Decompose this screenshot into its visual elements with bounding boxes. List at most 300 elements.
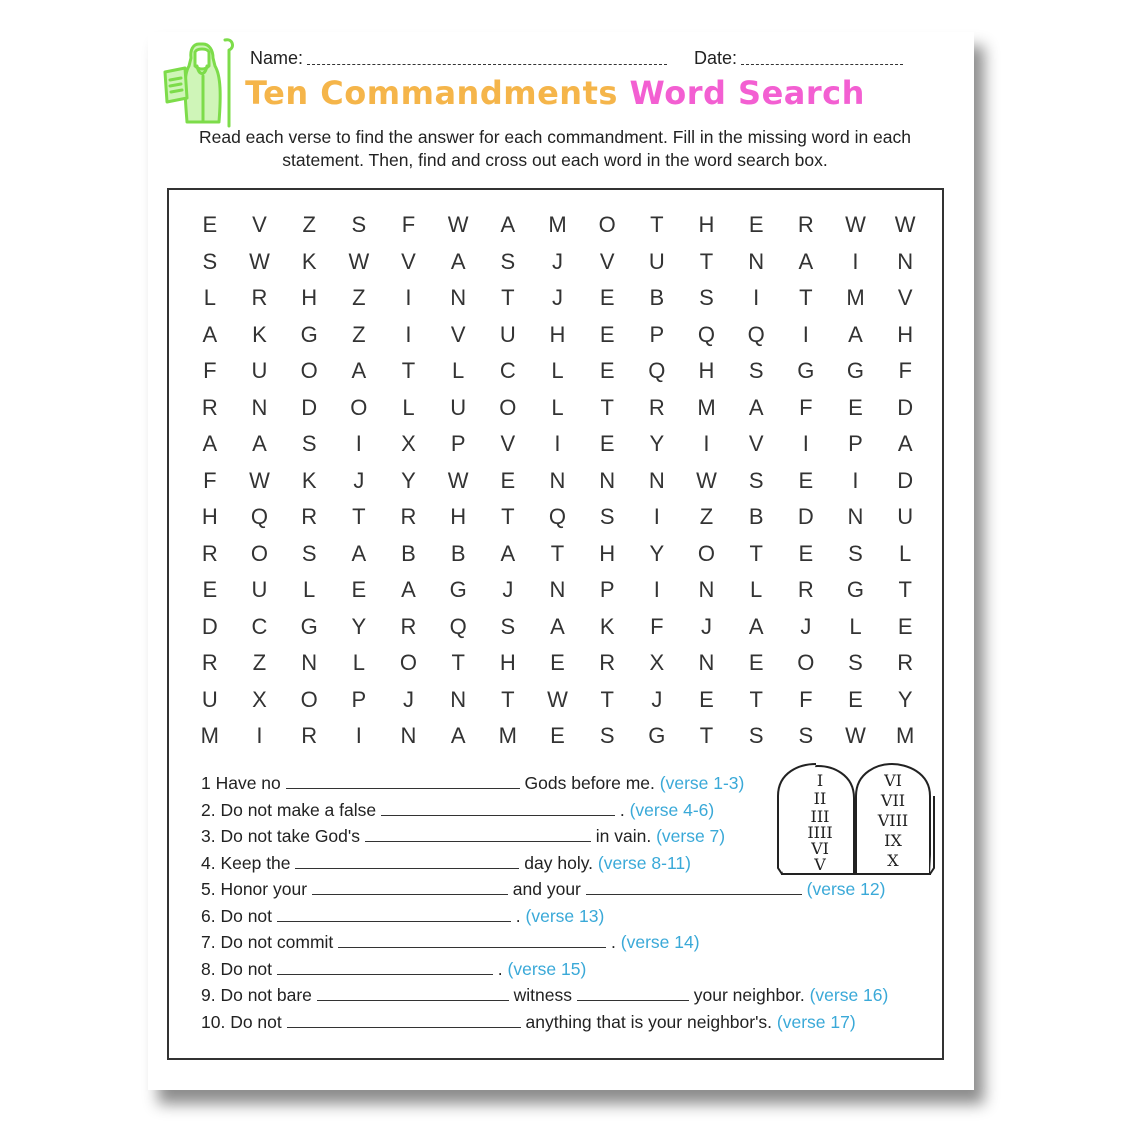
grid-letter[interactable]: R bbox=[201, 540, 218, 566]
answer-blank[interactable] bbox=[312, 878, 508, 895]
grid-letter[interactable]: G bbox=[846, 358, 865, 384]
statement-text: witness bbox=[513, 985, 573, 1005]
grid-letter[interactable]: N bbox=[599, 467, 616, 493]
grid-letter[interactable]: T bbox=[600, 394, 614, 420]
statement-text: . bbox=[497, 958, 503, 979]
grid-letter[interactable]: V bbox=[599, 248, 615, 274]
grid-letter[interactable]: P bbox=[599, 577, 615, 603]
statement-8 bbox=[201, 958, 586, 980]
grid-letter[interactable]: V bbox=[252, 212, 267, 237]
grid-letter[interactable]: W bbox=[894, 212, 916, 237]
grid-letter[interactable]: A bbox=[500, 540, 516, 566]
grid-letter[interactable]: E bbox=[699, 686, 714, 712]
grid-letter[interactable]: H bbox=[201, 504, 218, 530]
statement-7 bbox=[201, 931, 700, 953]
grid-letter[interactable]: I bbox=[852, 248, 859, 274]
statement-1 bbox=[201, 772, 744, 794]
grid-letter[interactable]: I bbox=[554, 431, 561, 457]
grid-letter[interactable]: S bbox=[848, 540, 863, 566]
tablet-left-numeral: I bbox=[816, 771, 824, 790]
statement-text: 2. Do not make a false bbox=[201, 799, 377, 820]
grid-letter[interactable]: G bbox=[300, 613, 318, 639]
grid-letter[interactable]: T bbox=[550, 540, 565, 566]
grid-letter[interactable]: T bbox=[799, 285, 813, 311]
grid-letter[interactable]: I bbox=[753, 285, 760, 311]
answer-blank[interactable] bbox=[577, 984, 689, 1001]
grid-letter[interactable]: H bbox=[549, 321, 566, 347]
grid-letter[interactable]: J bbox=[353, 467, 365, 493]
grid-letter[interactable]: F bbox=[898, 358, 912, 384]
grid-letter[interactable]: I bbox=[802, 321, 809, 347]
grid-letter[interactable]: Y bbox=[649, 540, 665, 566]
grid-letter[interactable]: U bbox=[201, 686, 218, 712]
grid-letter[interactable]: J bbox=[502, 577, 514, 603]
tablet-left-numeral: V bbox=[814, 855, 826, 874]
grid-letter[interactable]: D bbox=[301, 394, 318, 420]
grid-letter[interactable]: T bbox=[898, 577, 912, 603]
grid-letter[interactable]: L bbox=[402, 394, 415, 420]
grid-letter[interactable]: O bbox=[300, 358, 318, 384]
title-part-2: Word Search bbox=[629, 74, 865, 112]
grid-letter[interactable]: C bbox=[251, 613, 268, 639]
grid-letter[interactable]: A bbox=[450, 248, 466, 274]
grid-letter[interactable]: T bbox=[501, 285, 515, 311]
statement-text: your neighbor. bbox=[693, 985, 805, 1005]
grid-letter[interactable]: N bbox=[251, 394, 268, 420]
grid-letter[interactable]: J bbox=[800, 613, 812, 639]
statement-text: 5. Honor your bbox=[201, 879, 308, 899]
grid-letter[interactable]: O bbox=[350, 394, 368, 420]
grid-letter[interactable]: F bbox=[203, 467, 217, 493]
grid-letter[interactable]: U bbox=[450, 394, 467, 420]
grid-letter[interactable]: L bbox=[899, 540, 912, 566]
verse-reference: (verse 13) bbox=[525, 905, 605, 926]
grid-letter[interactable]: A bbox=[202, 321, 218, 347]
grid-letter[interactable]: N bbox=[698, 577, 715, 603]
grid-letter[interactable]: Y bbox=[351, 613, 367, 639]
grid-letter[interactable]: V bbox=[897, 285, 913, 311]
grid-letter[interactable]: H bbox=[897, 321, 914, 347]
grid-letter[interactable]: A bbox=[202, 431, 218, 457]
grid-letter[interactable]: T bbox=[401, 358, 416, 384]
statement-5 bbox=[201, 878, 885, 900]
statement-text: . bbox=[515, 905, 521, 926]
grid-letter[interactable]: U bbox=[897, 504, 914, 530]
grid-letter[interactable]: L bbox=[352, 650, 365, 676]
date-label: Date: bbox=[694, 48, 738, 68]
grid-letter[interactable]: S bbox=[599, 504, 615, 530]
grid-letter[interactable]: R bbox=[301, 504, 318, 530]
statement-text: 6. Do not bbox=[201, 905, 273, 926]
grid-letter[interactable]: V bbox=[500, 431, 516, 457]
verse-reference: (verse 14) bbox=[620, 932, 700, 952]
statement-2 bbox=[201, 799, 714, 821]
grid-letter[interactable]: A bbox=[748, 613, 764, 639]
grid-letter[interactable]: U bbox=[499, 321, 516, 347]
answer-blank[interactable] bbox=[381, 799, 615, 816]
grid-letter[interactable]: I bbox=[405, 285, 412, 311]
grid-letter[interactable]: S bbox=[351, 212, 367, 237]
grid-letter[interactable]: T bbox=[699, 248, 714, 274]
grid-letter[interactable]: R bbox=[400, 504, 417, 530]
grid-letter[interactable]: S bbox=[301, 431, 317, 457]
grid-letter[interactable]: A bbox=[401, 577, 416, 603]
grid-letter[interactable]: A bbox=[252, 431, 267, 457]
grid-letter[interactable]: L bbox=[551, 394, 564, 420]
grid-letter[interactable]: B bbox=[748, 504, 764, 530]
grid-letter[interactable]: B bbox=[450, 540, 466, 566]
answer-blank[interactable] bbox=[277, 905, 511, 922]
grid-letter[interactable]: Y bbox=[401, 467, 416, 493]
grid-letter[interactable]: A bbox=[798, 248, 814, 274]
grid-letter[interactable]: H bbox=[698, 358, 715, 384]
grid-letter[interactable]: P bbox=[848, 431, 863, 457]
grid-letter[interactable]: T bbox=[749, 686, 763, 712]
statement-text: 9. Do not bare bbox=[201, 985, 312, 1005]
stone-tablets-icon bbox=[776, 762, 936, 877]
grid-letter[interactable]: J bbox=[651, 686, 663, 712]
grid-letter[interactable]: A bbox=[351, 358, 367, 384]
statement-6 bbox=[201, 905, 604, 927]
statement-text: and your bbox=[512, 879, 581, 899]
grid-letter[interactable]: C bbox=[499, 358, 516, 384]
grid-letter[interactable]: A bbox=[351, 540, 367, 566]
tablet-left-numeral: II bbox=[813, 789, 827, 808]
grid-letter[interactable]: E bbox=[748, 650, 764, 676]
grid-letter[interactable]: Z bbox=[352, 321, 366, 347]
grid-letter[interactable]: X bbox=[401, 431, 416, 457]
grid-letter[interactable]: S bbox=[301, 540, 317, 566]
word-search-grid[interactable] bbox=[185, 207, 930, 755]
grid-letter[interactable]: A bbox=[748, 394, 764, 420]
grid-letter[interactable]: N bbox=[549, 467, 566, 493]
grid-letter[interactable]: J bbox=[402, 686, 414, 712]
grid-letter[interactable]: A bbox=[450, 723, 466, 749]
verse-reference: (verse 15) bbox=[507, 958, 587, 979]
grid-letter[interactable]: L bbox=[303, 577, 316, 603]
grid-letter[interactable]: M bbox=[548, 212, 567, 237]
tablet-right-numeral: IX bbox=[884, 831, 902, 850]
grid-letter[interactable]: S bbox=[748, 358, 764, 384]
grid-letter[interactable]: Q bbox=[548, 504, 567, 530]
statement-text: . bbox=[619, 799, 625, 820]
grid-letter[interactable]: A bbox=[897, 431, 913, 457]
name-field[interactable] bbox=[250, 48, 667, 69]
grid-letter[interactable]: T bbox=[749, 540, 763, 566]
grid-letter[interactable]: O bbox=[598, 212, 616, 237]
grid-letter[interactable]: O bbox=[250, 540, 269, 566]
grid-letter[interactable]: N bbox=[301, 650, 318, 676]
grid-letter[interactable]: I bbox=[355, 723, 362, 749]
answer-blank[interactable] bbox=[286, 772, 520, 789]
grid-letter[interactable]: S bbox=[798, 723, 814, 749]
tablet-right-numeral: VI bbox=[884, 771, 902, 790]
grid-letter[interactable]: S bbox=[748, 467, 764, 493]
verse-reference: (verse 8-11) bbox=[597, 852, 691, 873]
grid-letter[interactable]: O bbox=[697, 540, 716, 566]
grid-letter[interactable]: I bbox=[852, 467, 859, 493]
tablet-left-numeral: IIII bbox=[807, 823, 833, 842]
grid-letter[interactable]: R bbox=[797, 212, 814, 237]
grid-letter[interactable]: E bbox=[599, 285, 615, 311]
grid-letter[interactable]: F bbox=[203, 358, 217, 384]
grid-letter[interactable]: K bbox=[252, 321, 267, 347]
grid-letter[interactable]: I bbox=[703, 431, 710, 457]
grid-letter[interactable]: M bbox=[200, 723, 219, 749]
grid-letter[interactable]: E bbox=[202, 212, 218, 237]
grid-letter[interactable]: U bbox=[251, 577, 268, 603]
grid-letter[interactable]: N bbox=[847, 504, 864, 530]
tablet-left-numeral: VI bbox=[811, 839, 829, 858]
grid-letter[interactable]: J bbox=[551, 248, 563, 274]
grid-letter[interactable]: I bbox=[802, 431, 809, 457]
grid-letter[interactable]: Z bbox=[302, 212, 316, 237]
grid-letter[interactable]: E bbox=[599, 431, 615, 457]
grid-letter[interactable]: T bbox=[352, 504, 366, 530]
grid-letter[interactable]: O bbox=[300, 686, 318, 712]
grid-letter[interactable]: W bbox=[845, 723, 866, 749]
grid-letter[interactable]: W bbox=[845, 212, 866, 237]
grid-letter[interactable]: L bbox=[551, 358, 564, 384]
grid-letter[interactable]: E bbox=[748, 212, 764, 237]
grid-letter[interactable]: N bbox=[748, 248, 765, 274]
verse-reference: (verse 7) bbox=[656, 826, 726, 846]
grid-letter[interactable]: I bbox=[405, 321, 412, 347]
grid-letter[interactable]: Z bbox=[352, 285, 366, 311]
answer-blank[interactable] bbox=[586, 878, 802, 895]
grid-letter[interactable]: R bbox=[797, 577, 814, 603]
grid-letter[interactable]: U bbox=[648, 248, 665, 274]
grid-letter[interactable]: Q bbox=[747, 321, 765, 347]
grid-letter[interactable]: S bbox=[748, 723, 764, 749]
tablet-right-numeral: X bbox=[887, 851, 899, 870]
grid-letter[interactable]: H bbox=[301, 285, 318, 311]
grid-letter[interactable]: B bbox=[401, 540, 416, 566]
grid-letter[interactable]: O bbox=[797, 650, 815, 676]
grid-letter[interactable]: A bbox=[550, 613, 565, 639]
grid-letter[interactable]: W bbox=[249, 248, 270, 274]
grid-letter[interactable]: A bbox=[500, 212, 516, 237]
grid-letter[interactable]: W bbox=[547, 686, 568, 712]
grid-letter[interactable]: M bbox=[896, 723, 915, 749]
grid-letter[interactable]: Q bbox=[697, 321, 716, 347]
grid-letter[interactable]: G bbox=[449, 577, 467, 603]
grid-letter[interactable]: P bbox=[649, 321, 665, 347]
grid-letter[interactable]: M bbox=[846, 285, 865, 311]
statement-4 bbox=[201, 852, 691, 874]
statement-text: day holy. bbox=[524, 852, 594, 873]
grid-letter[interactable]: Y bbox=[897, 686, 913, 712]
statement-text: 7. Do not commit bbox=[201, 932, 334, 952]
grid-letter[interactable]: R bbox=[201, 650, 218, 676]
grid-letter[interactable]: K bbox=[599, 613, 615, 639]
grid-letter[interactable]: E bbox=[550, 723, 565, 749]
grid-letter[interactable]: W bbox=[447, 467, 469, 493]
grid-letter[interactable]: K bbox=[301, 467, 317, 493]
grid-letter[interactable]: E bbox=[798, 467, 814, 493]
grid-letter[interactable]: E bbox=[202, 577, 218, 603]
grid-letter[interactable]: V bbox=[401, 248, 416, 274]
grid-letter[interactable]: R bbox=[251, 285, 268, 311]
grid-letter[interactable]: W bbox=[447, 212, 469, 237]
grid-letter[interactable]: I bbox=[256, 723, 263, 749]
grid-letter[interactable]: G bbox=[300, 321, 318, 347]
grid-letter[interactable]: S bbox=[599, 723, 615, 749]
grid-letter[interactable]: S bbox=[202, 248, 218, 274]
grid-letter[interactable]: I bbox=[653, 504, 660, 530]
grid-letter[interactable]: D bbox=[897, 394, 914, 420]
statement-text: . bbox=[611, 932, 616, 952]
grid-letter[interactable]: W bbox=[249, 467, 270, 493]
grid-letter[interactable]: O bbox=[399, 650, 418, 676]
grid-letter[interactable]: D bbox=[897, 467, 914, 493]
grid-letter[interactable]: M bbox=[697, 394, 716, 420]
answer-blank[interactable] bbox=[338, 931, 606, 948]
grid-letter[interactable]: Q bbox=[250, 504, 269, 530]
grid-letter[interactable]: Z bbox=[252, 650, 267, 676]
grid-letter[interactable]: N bbox=[450, 285, 467, 311]
grid-letter[interactable]: I bbox=[653, 577, 660, 603]
grid-letter[interactable]: P bbox=[450, 431, 466, 457]
verse-reference: (verse 4-6) bbox=[629, 799, 715, 820]
name-label: Name: bbox=[250, 48, 304, 68]
grid-letter[interactable]: E bbox=[798, 540, 814, 566]
verse-reference: (verse 17) bbox=[776, 1011, 856, 1032]
page-title bbox=[0, 74, 1110, 112]
statement-3 bbox=[201, 825, 725, 847]
grid-letter[interactable]: Y bbox=[649, 431, 665, 457]
grid-letter[interactable]: R bbox=[648, 394, 665, 420]
answer-blank[interactable] bbox=[365, 825, 591, 842]
instructions-text: Read each verse to find the answer for each commandment. Fill in the missing word in each statement. Then, find and cross out each word in the word search box. bbox=[198, 127, 911, 170]
grid-letter[interactable]: V bbox=[748, 431, 764, 457]
grid-letter[interactable]: E bbox=[351, 577, 367, 603]
date-line[interactable] bbox=[741, 64, 903, 65]
name-line[interactable] bbox=[307, 64, 667, 65]
statement-text: 4. Keep the bbox=[201, 852, 291, 873]
grid-letter[interactable]: U bbox=[251, 358, 268, 384]
tablet-left-numeral: III bbox=[810, 807, 830, 826]
statement-text: 1 Have no bbox=[201, 773, 281, 793]
date-field[interactable] bbox=[694, 48, 903, 69]
grid-letter[interactable]: D bbox=[201, 613, 218, 639]
grid-letter[interactable]: H bbox=[698, 212, 715, 237]
grid-letter[interactable]: X bbox=[252, 686, 267, 712]
grid-letter[interactable]: E bbox=[550, 650, 565, 676]
grid-letter[interactable]: P bbox=[351, 686, 367, 712]
answer-blank[interactable] bbox=[287, 1011, 521, 1028]
grid-letter[interactable]: G bbox=[797, 358, 815, 384]
grid-letter[interactable]: W bbox=[696, 467, 717, 493]
grid-letter[interactable]: W bbox=[348, 248, 370, 274]
grid-letter[interactable]: L bbox=[452, 358, 465, 384]
grid-letter[interactable]: T bbox=[451, 650, 465, 676]
grid-letter[interactable]: F bbox=[650, 613, 664, 639]
grid-letter[interactable]: J bbox=[551, 285, 563, 311]
grid-letter[interactable]: H bbox=[450, 504, 467, 530]
grid-letter[interactable]: Q bbox=[648, 358, 666, 384]
grid-letter[interactable]: H bbox=[499, 650, 516, 676]
grid-letter[interactable]: E bbox=[848, 686, 863, 712]
grid-letter[interactable]: S bbox=[500, 248, 516, 274]
grid-letter[interactable]: M bbox=[498, 723, 517, 749]
grid-letter[interactable]: E bbox=[599, 358, 615, 384]
tablet-right-numeral: VIII bbox=[877, 811, 909, 830]
grid-letter[interactable]: B bbox=[649, 285, 665, 311]
grid-letter[interactable]: E bbox=[500, 467, 516, 493]
grid-letter[interactable]: A bbox=[848, 321, 863, 347]
grid-letter[interactable]: S bbox=[500, 613, 516, 639]
grid-letter[interactable]: O bbox=[499, 394, 517, 420]
grid-letter[interactable]: F bbox=[799, 686, 813, 712]
grid-letter[interactable]: L bbox=[849, 613, 862, 639]
verse-reference: (verse 16) bbox=[809, 985, 889, 1005]
grid-letter[interactable]: N bbox=[450, 686, 467, 712]
grid-letter[interactable]: T bbox=[600, 686, 614, 712]
grid-letter[interactable]: R bbox=[897, 650, 914, 676]
statement-text: 10. Do not bbox=[201, 1011, 282, 1032]
tablet-right-numeral: VII bbox=[880, 791, 906, 810]
grid-letter[interactable]: R bbox=[599, 650, 616, 676]
grid-letter[interactable]: R bbox=[201, 394, 218, 420]
grid-letter[interactable]: L bbox=[750, 577, 763, 603]
grid-letter[interactable]: X bbox=[649, 650, 665, 676]
statement-9 bbox=[201, 984, 888, 1006]
grid-letter[interactable]: H bbox=[599, 540, 616, 566]
statement-text: 3. Do not take God's bbox=[201, 826, 360, 846]
grid-letter[interactable]: Q bbox=[449, 613, 467, 639]
statement-text: 8. Do not bbox=[201, 958, 273, 979]
grid-letter[interactable]: E bbox=[897, 613, 913, 639]
grid-letter[interactable]: S bbox=[848, 650, 863, 676]
grid-letter[interactable]: E bbox=[848, 394, 863, 420]
grid-letter[interactable]: N bbox=[648, 467, 665, 493]
grid-letter[interactable]: Z bbox=[699, 504, 714, 530]
grid-letter[interactable]: R bbox=[301, 723, 318, 749]
grid-letter[interactable]: L bbox=[203, 285, 216, 311]
grid-letter[interactable]: D bbox=[797, 504, 814, 530]
verse-reference: (verse 12) bbox=[806, 879, 886, 899]
grid-letter[interactable]: T bbox=[501, 686, 515, 712]
grid-letter[interactable]: I bbox=[355, 431, 362, 457]
grid-letter[interactable]: K bbox=[301, 248, 317, 274]
grid-letter[interactable]: T bbox=[699, 723, 714, 749]
grid-letter[interactable]: R bbox=[400, 613, 417, 639]
grid-letter[interactable]: N bbox=[400, 723, 417, 749]
grid-letter[interactable]: G bbox=[648, 723, 666, 749]
grid-letter[interactable]: T bbox=[650, 212, 664, 237]
grid-letter[interactable]: G bbox=[846, 577, 865, 603]
grid-letter[interactable]: J bbox=[700, 613, 712, 639]
grid-letter[interactable]: V bbox=[450, 321, 466, 347]
grid-letter[interactable]: S bbox=[699, 285, 714, 311]
grid-letter[interactable]: F bbox=[799, 394, 813, 420]
answer-blank[interactable] bbox=[277, 958, 493, 975]
answer-blank[interactable] bbox=[295, 852, 519, 869]
answer-blank[interactable] bbox=[317, 984, 509, 1001]
grid-letter[interactable]: N bbox=[897, 248, 914, 274]
statement-10 bbox=[201, 1011, 856, 1033]
grid-letter[interactable]: N bbox=[549, 577, 566, 603]
statement-text: Gods before me. bbox=[524, 773, 655, 793]
grid-letter[interactable]: E bbox=[599, 321, 615, 347]
title-part-1: Ten Commandments bbox=[245, 74, 618, 112]
statement-text: anything that is your neighbor's. bbox=[525, 1011, 773, 1032]
grid-letter[interactable]: F bbox=[401, 212, 416, 237]
grid-letter[interactable]: T bbox=[501, 504, 515, 530]
verse-reference: (verse 1-3) bbox=[659, 773, 745, 793]
grid-letter[interactable]: N bbox=[698, 650, 715, 676]
